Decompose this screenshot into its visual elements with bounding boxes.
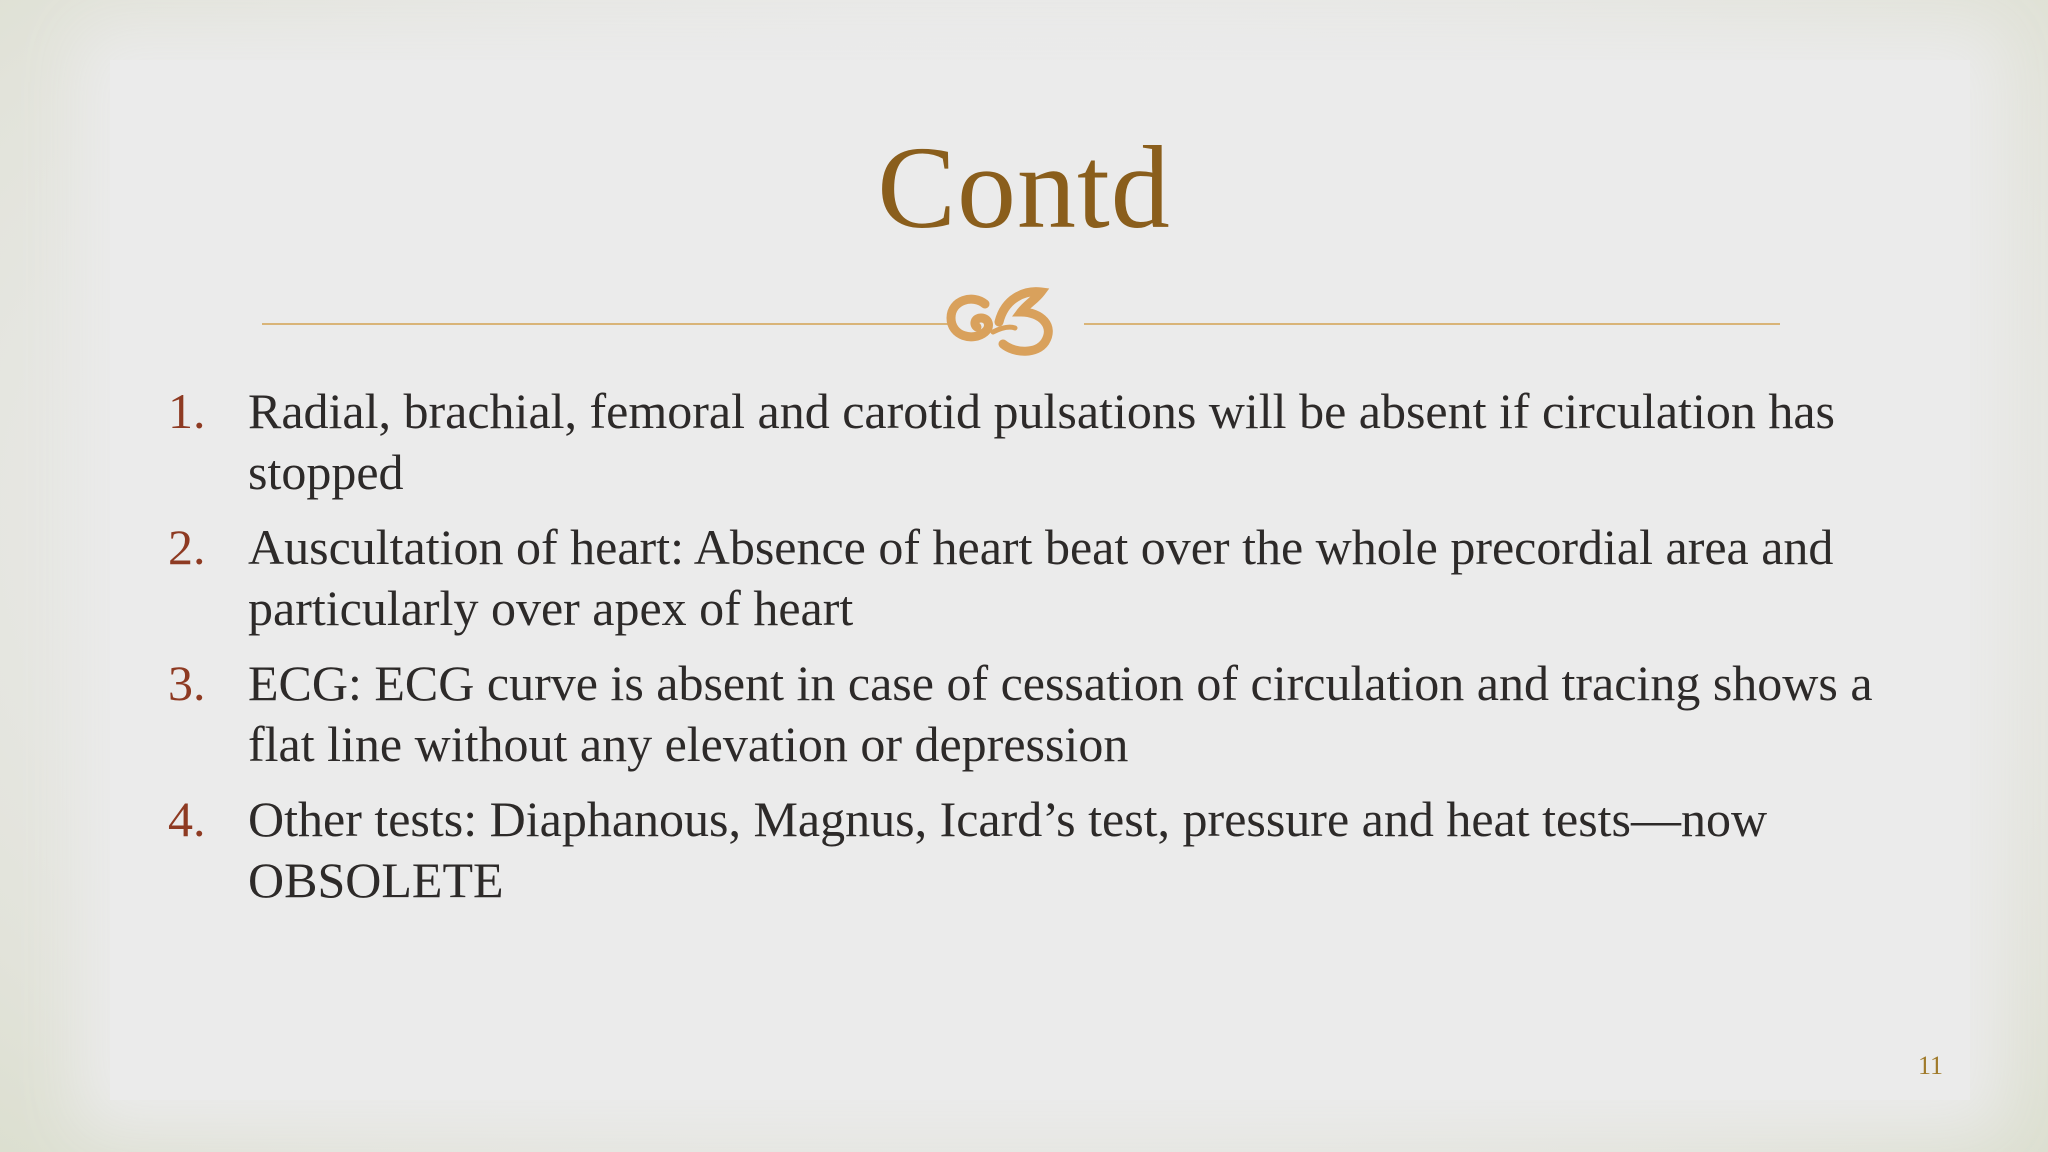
list-item-text: ECG: ECG curve is absent in case of cessation of circulation and tracing shows a flat line without any elevation or depression bbox=[248, 655, 1873, 772]
list-item-number: 2. bbox=[168, 519, 206, 575]
list-item bbox=[168, 381, 1918, 503]
list-item-text: Radial, brachial, femoral and carotid pulsations will be absent if circulation has stopped bbox=[248, 383, 1835, 500]
slide-title: Contd bbox=[877, 122, 1171, 253]
fleuron-ornament-icon bbox=[945, 282, 1063, 358]
list-item bbox=[168, 517, 1918, 639]
list-item-text: Other tests: Diaphanous, Magnus, Icard’s test, pressure and heat tests—now OBSOLETE bbox=[248, 791, 1768, 908]
list-item bbox=[168, 653, 1918, 775]
list-item-number: 4. bbox=[168, 791, 206, 847]
list-item-text: Auscultation of heart: Absence of heart beat over the whole precordial area and particularly over apex of heart bbox=[248, 519, 1834, 636]
list-item-number: 3. bbox=[168, 655, 206, 711]
bullet-list bbox=[168, 381, 1918, 925]
title-divider-left bbox=[262, 323, 952, 325]
title-divider-right bbox=[1084, 323, 1780, 325]
list-item bbox=[168, 789, 1918, 911]
list-item-number: 1. bbox=[168, 383, 206, 439]
page-number: 11 bbox=[1918, 1051, 1944, 1080]
